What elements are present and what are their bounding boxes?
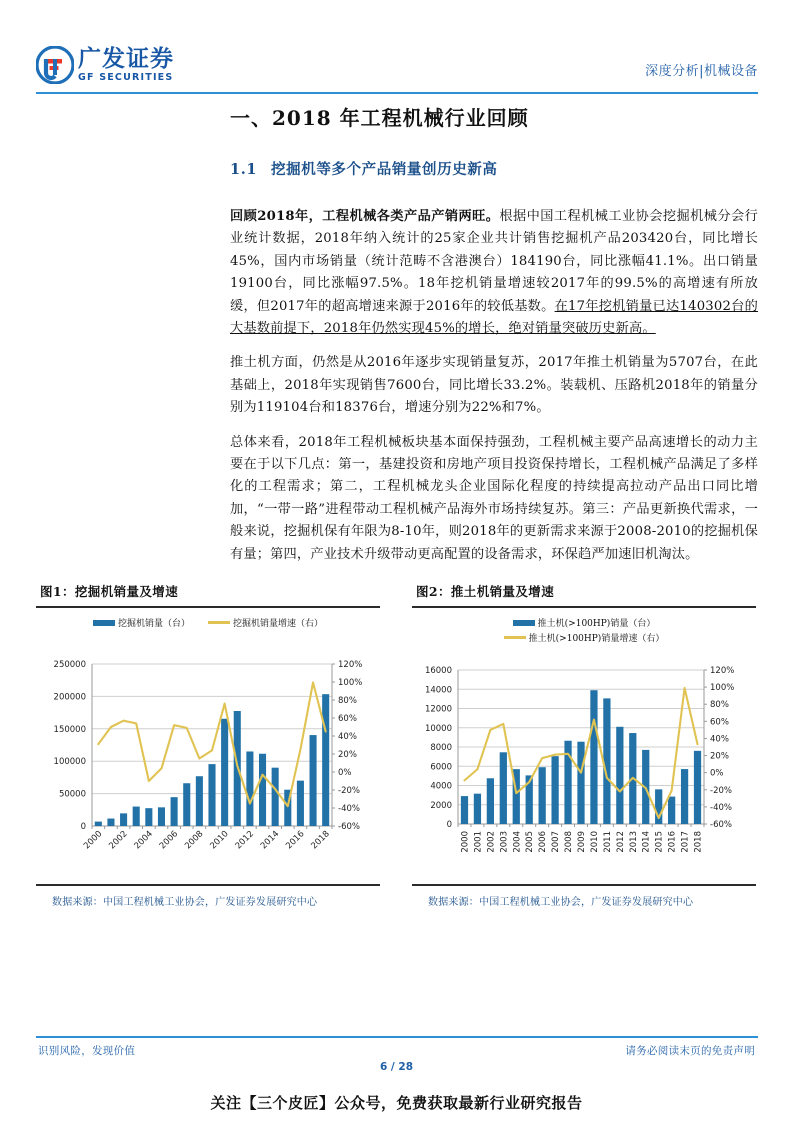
bar-2002 [120,813,127,826]
x-axis-tick: 2001 [473,831,484,853]
y-axis-left-tick: 200000 [53,692,86,703]
x-axis-tick: 2008 [564,831,575,853]
figure-2-canvas [412,608,756,884]
bar-2014 [272,768,279,826]
y-axis-right-tick: 80% [338,696,357,706]
text-run-bold: 回顾2018年，工程机械各类产品产销两旺。 [230,209,500,224]
x-axis-tick: 2010 [208,829,231,852]
bar-2000 [461,796,468,824]
legend-line-label: 挖掘机销量增速（右） [233,619,324,629]
x-axis-tick: 2007 [551,831,562,853]
y-axis-left-tick: 0 [446,820,452,830]
x-axis-tick: 2005 [525,831,536,853]
bar-2008 [196,776,203,826]
y-axis-left-tick: 0 [80,822,86,832]
footer-divider [36,1036,758,1038]
x-axis-tick: 2012 [233,829,257,852]
y-axis-right-tick: 40% [710,734,729,745]
y-axis-right-tick: 100% [338,678,363,688]
figure-2-title: 图2：推土机销量及增速 [416,584,555,599]
x-axis-tick: 2009 [577,831,587,853]
bar-2006 [171,797,178,826]
x-axis-tick: 2006 [157,829,181,852]
x-axis-tick: 2018 [309,829,332,852]
legend-bar-label: 挖掘机销量（台） [117,619,190,629]
y-axis-right-tick: 20% [338,750,357,760]
figure-2-plot-area [412,608,756,884]
bar-2001 [107,819,114,826]
y-axis-right-tick: -20% [338,786,360,796]
text-run-normal: 总体来看，2018年工程机械板块基本面保持强劲，工程机械主要产品高速增长的动力主要在于以下几点：第一，基建投资和房地产项目投资保持增长，工程机械产品满足了多样化的工程需求；第二，工程机械龙头企业国际化程度的持续提高拉动产品出口同比增加，“一带一路”进程带动工程机械产品海外市场持续复苏。第三：产品更新换代需求，一般来说，挖掘机保有年限为8-10年，则2018年的更新需求来源于2008-2010的挖掘机保有量；第四，产业技术升级带动更高配置的设备需求，环保趋严加速旧机淘汰。 [230,434,758,562]
y-axis-right-tick: 120% [338,660,363,670]
bar-2011 [603,698,610,824]
bar-2007 [551,756,558,824]
x-axis-tick: 2000 [82,829,105,852]
heading-number: 1.1 [230,161,258,178]
y-axis-right-tick: 100% [710,683,735,694]
y-axis-right-tick: 60% [338,714,357,724]
y-axis-right-tick: -20% [710,785,732,796]
x-axis-tick: 2002 [107,829,130,852]
page-number: 6 / 28 [379,1061,414,1073]
bar-2009 [577,742,584,824]
x-axis-tick: 2003 [499,831,510,853]
x-axis-tick: 2016 [667,831,678,853]
excavator-sales-chart [36,608,380,884]
x-axis-tick: 2002 [486,831,497,853]
y-axis-right-tick: 40% [338,732,357,742]
body-text-column [230,206,758,578]
bar-2012 [246,751,253,826]
y-axis-right-tick: -60% [338,822,360,832]
x-axis-tick: 2017 [680,831,691,853]
y-axis-left-tick: 150000 [53,724,86,735]
bar-2012 [616,727,623,824]
bar-2017 [681,769,688,824]
x-axis-tick: 2013 [628,831,639,853]
footer-disclaimer: 请务必阅读末页的免责声明 [625,1045,755,1057]
y-axis-right-tick: 60% [710,717,729,728]
bar-2007 [183,783,190,826]
figure-1-source: 数据来源：中国工程机械工业协会，广发证券发展研究中心 [52,896,318,908]
bar-2010 [590,690,597,824]
y-axis-left-tick: 10000 [424,723,452,734]
x-axis-tick: 2014 [641,831,652,853]
section-heading-2 [230,158,498,179]
x-axis-tick: 2016 [284,829,307,852]
x-axis-tick: 2014 [258,829,282,852]
bar-2006 [539,767,546,824]
paragraph-2 [230,352,758,419]
text-run-normal: 根据中国工程机械工业协会挖掘机械分会行业统计数据，2018年纳入统计的25家企业共计销售挖掘机产品203420台，同比增长45%，国内市场销量（统计范畴不含港澳台）184190台，同比涨幅41.1%。出口销量19100台，同比涨幅97.5%。18年挖机销量增速较2017年的99.5%的高增速有所放缓，但2017年的超高增速来源于2016年的较低基数。 [230,209,758,314]
y-axis-right-tick: 0% [338,768,352,778]
x-axis-tick: 2012 [615,831,626,853]
bar-2017 [310,735,317,826]
text-run-underline: 在17年挖机销量已达140302台的大基数前提下，2018年仍然实现45%的增长，绝对销量突破历史新高。 [230,298,758,337]
y-axis-left-tick: 14000 [424,685,452,696]
footer-slogan: 识别风险，发现价值 [38,1045,136,1057]
bar-2013 [259,754,266,826]
y-axis-right-tick: 120% [710,666,735,676]
bar-2018 [694,751,701,824]
paragraph-1 [230,206,758,340]
y-axis-left-tick: 12000 [424,704,452,715]
logo-title-en: GF SECURITIES [78,71,174,83]
heading-text: 挖掘机等多个产品销量创历史新高 [271,161,498,178]
y-axis-left-tick: 50000 [58,789,86,800]
x-axis-tick: 2004 [132,829,155,852]
x-axis-tick: 2018 [693,831,704,853]
y-axis-left-tick: 8000 [430,743,452,753]
legend-bar-label: 推土机(>100HP)销量（台） [537,619,656,629]
figure-1-canvas [36,608,380,884]
bulldozer-sales-chart [412,608,756,884]
figure-1-title: 图1：挖掘机销量及增速 [40,584,179,599]
bar-2001 [474,794,481,824]
figure-excavator [36,578,380,930]
logo-title-cn: 广发证券 [78,45,174,72]
bar-2016 [668,797,675,824]
x-axis-tick: 2006 [538,831,549,853]
y-axis-right-tick: 0% [710,768,724,779]
y-axis-left-tick: 2000 [430,800,452,811]
x-axis-tick: 2010 [589,831,600,853]
y-axis-left-tick: 6000 [430,762,452,773]
y-axis-right-tick: 80% [710,700,729,711]
legend-line-label: 推土机(>100HP)销量增速（右） [528,634,665,644]
bar-2000 [95,822,102,826]
x-axis-tick: 2000 [460,831,471,853]
y-axis-left-tick: 16000 [424,666,452,676]
y-axis-right-tick: -60% [710,820,732,830]
y-axis-right-tick: 20% [710,751,729,762]
bar-2003 [133,807,140,826]
bar-2016 [297,781,304,826]
y-axis-right-tick: -40% [710,802,732,813]
bar-2003 [500,752,507,824]
y-axis-left-tick: 100000 [53,757,86,768]
bar-series [95,694,329,826]
bar-2010 [221,719,228,826]
figure-2-source: 数据来源：中国工程机械工业协会，广发证券发展研究中心 [428,896,694,908]
figure-1-plot-area [36,608,380,884]
x-axis-tick: 2015 [654,831,665,853]
x-axis-tick: 2004 [512,831,523,853]
footer-promo-text: 关注【三个皮匠】公众号，免费获取最新行业研究报告 [210,1094,583,1112]
gf-securities-logo [36,46,174,84]
bar-2002 [487,778,494,824]
header-category-label: 深度分析|机械设备 [645,64,758,79]
x-axis-tick: 2008 [183,829,206,852]
gf-logo-mark [36,46,74,84]
logo-text [78,47,174,84]
bar-2009 [208,764,215,826]
bar-2018 [322,694,329,826]
paragraph-3 [230,432,758,566]
y-axis-left-tick: 250000 [53,660,86,670]
y-axis-right-tick: -40% [338,804,360,814]
header-divider [36,92,758,94]
text-run-normal: 推土机方面，仍然是从2016年逐步实现销量复苏，2017年推土机销量为5707台，在此基础上，2018年实现销售7600台，同比增长33.2%。装载机、压路机2018年的销量分别为119104台和18376台，增速分别为22%和7%。 [230,355,758,416]
y-axis-left-tick: 4000 [430,781,452,792]
page-header [36,46,758,94]
x-axis-tick: 2011 [602,831,613,853]
section-heading-1: 一、2018 年工程机械行业回顾 [230,106,529,130]
bar-2004 [145,808,152,826]
bar-2005 [158,807,165,826]
figure-bulldozer [412,578,756,930]
